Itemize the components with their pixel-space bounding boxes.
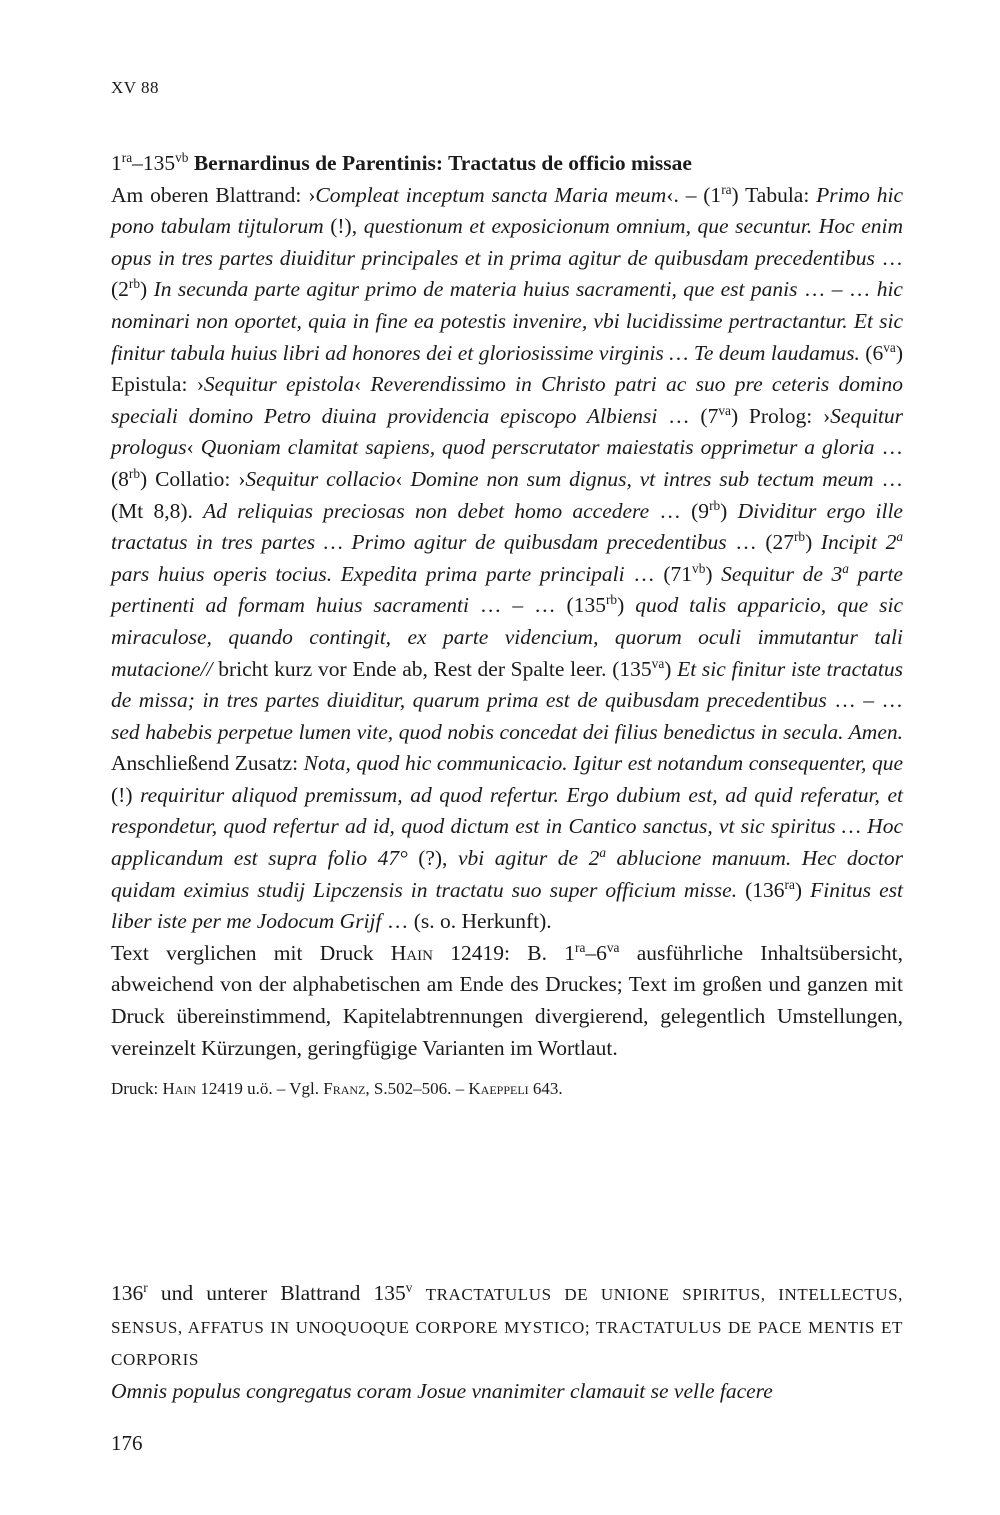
catalog-entry-2	[111, 1278, 903, 1407]
page-number: 176	[111, 1431, 143, 1455]
entry-title-line	[111, 148, 903, 180]
entry-comparison: Text verglichen mit Druck Hain 12419: B. $1^{ra}-6^{va}$ ausführliche Inhaltsübersicht, abweichend von der alphabetischen am Ende des Druckes; Text im großen und ganzen mit Druck übereinstimmend, Kapitelabtrennungen divergierend, gelegentlich Umstellungen, vereinzelt Kürzungen, geringfügige Varianten im Wortlaut.	[111, 939, 903, 1060]
entry-description: Am oberen Blattrand: ›Compleat inceptum sancta Maria meum‹. – $(1^{ra})$ Tabula: Primo hic pono tabulam tijtulorum (!), questionum et exposicionum omnium, que secuntur. Hoc enim opus in tres partes diuiditur principales et in prima agitur de quibusdam precedentibus … $(2^{rb})$ In secunda parte agitur primo de materia huius sacramenti, que est panis … – … hic nominari non oportet, quia in fine ea potestis invenire, vbi lucidissime pertractantur. Et sic finitur tabula huius libri ad honores dei et gloriosissime virginis … Te deum laudamus. $(6^{va})$ Epistula: ›Sequitur epistola‹ Reverendissimo in Christo patri ac suo pre ceteris domino speciali domino Petro diuina providencia episcopo Albiensi … $(7^{va})$ Prolog: ›Sequitur prologus‹ Quoniam clamitat sapiens, quod perscrutator maiestatis opprimetur a gloria … $(8^{rb})$ Collatio: ›Sequitur collacio‹ Domine non sum dignus, vt intres sub tectum meum … (Mt 8,8). Ad reliquias preciosas non debet homo accedere … $(9^{rb})$ Dividitur ergo ille tractatus in tres partes … Primo agitur de quibusdam precedentibus … $(27^{rb})$ Incipit 2$^a$ pars huius operis tocius. Expedita prima parte principali … $(71^{vb})$ Sequitur de 3$^a$ parte pertinenti ad formam huius sacramenti … – … $(135^{rb})$ quod talis apparicio, que sic miraculose, quando contingit, ex parte videncium, quorum oculi immutantur tali mutacione// bricht kurz vor Ende ab, Rest der Spalte leer. $(135^{va})$ Et sic finitur iste tractatus de missa; in tres partes diuiditur, quarum prima est de quibusdam precedentibus … – … sed habebis perpetue lumen vite, quod nobis concedat dei filius benedictus in secula. Amen. Anschließend Zusatz: Nota, quod hic communicacio. Igitur est notandum consequenter, que (!) requiritur aliquod premissum, ad quod refertur. Ergo dubium est, ad quid referatur, et respondetur, quod refertur ad id, quod dictum est in Cantico sanctus, vt sic spiritus … Hoc applicandum est supra folio 47° (?), vbi agitur de 2$^a$ ablucione manuum. Hec doctor quidam eximius studij Lipczensis in tractatu suo super officium misse. $(136^{ra})$ Finitus est liber iste per me Jodocum Grijf … (s. o. Herkunft).	[111, 181, 904, 934]
entry2-incipit: Omnis populus congregatus coram Josue vnanimiter clamauit se velle facere	[111, 1378, 773, 1403]
entry-print-note: Druck: Hain 12419 u.ö. – Vgl. Franz, S.502–506. – Kaeppeli 643.	[111, 1079, 563, 1099]
entry2-heading: 136$^r$ und unterer Blattrand 135$^v$ TRACTATULUS DE UNIONE SPIRITUS, INTELLECTUS, SENSUS, AFFATUS IN UNOQUOQUE CORPORE MYSTICO; TRACTATULUS DE PACE MENTIS ET CORPORIS	[111, 1279, 903, 1370]
running-head: XV 88	[111, 78, 159, 97]
entry-title: Bernardinus de Parentinis: Tractatus de officio missae	[193, 151, 692, 175]
entry-folio-range: $1^{ra}-135^{vb}$	[111, 149, 189, 175]
catalog-entry-1	[111, 148, 903, 1101]
